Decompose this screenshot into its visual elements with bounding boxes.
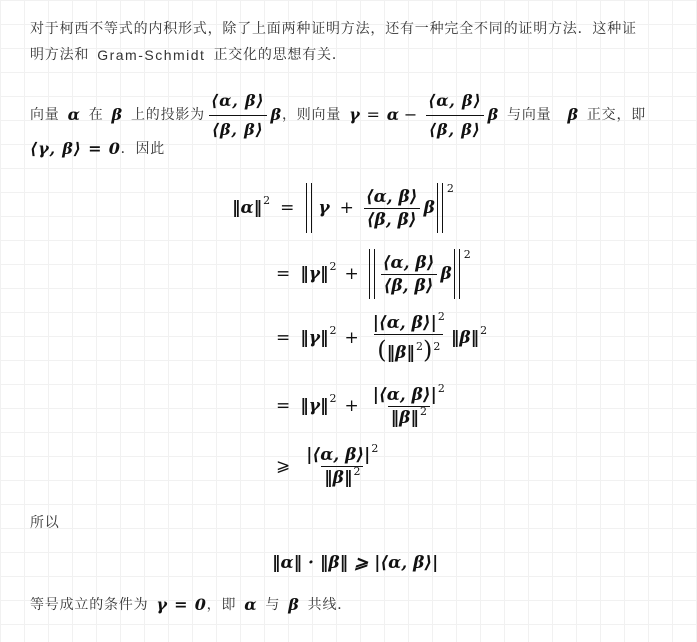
square-exponent: 2	[353, 464, 361, 478]
derivation-row-1	[232, 178, 454, 238]
norm-beta: ‖β‖	[390, 407, 419, 428]
conclusion-label-row	[30, 510, 680, 536]
fraction-numerator	[370, 381, 448, 406]
square-exponent: 2	[419, 404, 427, 418]
alpha-symbol: α	[67, 105, 81, 124]
fraction-denominator: ⟨β, β⟩	[381, 274, 437, 296]
square-exponent: 2	[415, 339, 423, 353]
square-exponent: 2	[480, 323, 488, 337]
norm-beta: ‖β‖	[450, 328, 480, 348]
beta-symbol: β	[423, 198, 435, 218]
intro-text-2a: 明方法和	[30, 47, 90, 63]
derivation-row-5	[276, 436, 384, 496]
big-norm-open	[367, 249, 377, 299]
condition-text-and: 与	[265, 597, 281, 613]
norm-gamma: ‖γ‖	[300, 328, 329, 348]
plus-sign: +	[344, 328, 359, 348]
fraction-numerator: ⟨α, β⟩	[382, 252, 435, 273]
projection-text-therefore: ．因此	[120, 141, 166, 157]
big-norm-close	[452, 249, 462, 299]
projection-line-1	[30, 90, 680, 139]
norm-gamma: ‖γ‖	[300, 396, 329, 416]
derivation-fraction	[303, 441, 381, 488]
square-exponent: 2	[437, 309, 445, 323]
square-exponent: 2	[263, 193, 271, 207]
abs-inner-product: |⟨α, β⟩|	[372, 384, 437, 405]
alpha-symbol: α	[386, 105, 400, 124]
projection-fraction-2	[425, 88, 485, 143]
orthogonality-condition: ⟨γ, β⟩ = 0	[30, 139, 121, 158]
fraction-numerator: ⟨α, β⟩	[210, 90, 265, 110]
fraction-denominator	[388, 406, 430, 428]
beta-symbol: β	[567, 105, 579, 124]
derivation-fraction	[370, 309, 448, 364]
fraction-numerator	[303, 441, 381, 466]
condition-text-namely: ，即	[206, 597, 237, 613]
fraction-denominator: ⟨β, β⟩	[209, 115, 267, 143]
condition-text-collinear: 共线．	[307, 597, 353, 613]
intro-line-2	[30, 42, 680, 68]
beta-symbol: β	[440, 264, 452, 284]
norm-gamma: ‖γ‖	[300, 264, 329, 284]
beta-symbol: β	[288, 595, 300, 614]
intro-line-1	[30, 16, 680, 42]
derivation-fraction	[363, 187, 421, 230]
beta-symbol: β	[270, 105, 282, 124]
gram-schmidt-term: Gram-Schmidt	[97, 47, 206, 63]
cauchy-schwarz-inequality: ‖α‖ · ‖β‖ ⩾ |⟨α, β⟩|	[272, 553, 439, 573]
intro-text-2c: 正交化的思想有关．	[213, 47, 347, 63]
intro-paragraph	[30, 16, 680, 68]
square-exponent: 2	[463, 247, 471, 261]
equals-sign: =	[276, 396, 291, 416]
big-norm-close	[435, 183, 445, 233]
projection-line-2	[30, 136, 680, 162]
projection-paragraph	[30, 90, 680, 162]
square-exponent: 2	[329, 323, 337, 337]
gamma-symbol: γ	[318, 198, 330, 218]
equals-sign: =	[276, 264, 291, 284]
fraction-numerator: ⟨α, β⟩	[428, 90, 482, 110]
equals-sign: =	[366, 105, 381, 124]
fraction-numerator: ⟨α, β⟩	[365, 186, 418, 207]
plus-sign: +	[339, 198, 354, 218]
beta-symbol: β	[111, 105, 123, 124]
fraction-numerator	[370, 309, 448, 334]
derivation-row-4	[276, 376, 451, 436]
projection-text-then: ，则向量	[281, 107, 342, 123]
projection-fraction	[208, 88, 268, 143]
derivation-row-2	[276, 244, 471, 304]
abs-inner-product: |⟨α, β⟩|	[372, 312, 437, 333]
square-exponent: 2	[437, 381, 445, 395]
equality-line	[30, 592, 680, 618]
derivation-row-3	[276, 306, 487, 370]
projection-text-orthogonal: 正交，即	[586, 107, 647, 123]
fraction-denominator	[321, 466, 363, 488]
projection-text-projection: 上的投影为	[130, 107, 205, 123]
plus-sign: +	[344, 264, 359, 284]
norm-beta: ‖β‖	[324, 467, 353, 488]
conclusion-label: 所以	[30, 515, 60, 531]
minus-sign: −	[403, 105, 419, 124]
abs-inner-product: |⟨α, β⟩|	[306, 444, 371, 465]
fraction-denominator: ⟨β, β⟩	[364, 208, 420, 230]
fraction-denominator	[374, 334, 443, 364]
gamma-zero: γ = 0	[156, 595, 207, 614]
alpha-symbol: α	[244, 595, 258, 614]
gamma-symbol: γ	[349, 105, 361, 124]
equality-condition	[30, 592, 680, 618]
derivation-fraction	[380, 253, 438, 296]
square-exponent: 2	[329, 259, 337, 273]
square-exponent: 2	[371, 441, 379, 455]
square-exponent: 2	[329, 391, 337, 405]
condition-text: 等号成立的条件为	[30, 597, 149, 613]
projection-text-vector: 向量	[30, 107, 60, 123]
equals-sign: =	[280, 198, 295, 218]
beta-symbol: β	[487, 105, 500, 124]
fraction-denominator: ⟨β, β⟩	[426, 115, 484, 143]
norm-alpha: ‖α‖	[232, 198, 263, 218]
square-exponent: 2	[446, 181, 454, 195]
plus-sign: +	[344, 396, 359, 416]
geq-sign: ⩾	[276, 456, 291, 476]
norm-beta: ‖β‖	[386, 342, 415, 363]
derivation-fraction	[370, 381, 448, 428]
paren-close: )	[422, 335, 433, 364]
final-inequality	[272, 548, 438, 578]
paren-open: (	[377, 335, 387, 364]
projection-text-with-vector: 与向量	[507, 107, 552, 123]
projection-text-on: 在	[88, 107, 104, 123]
square-exponent: 2	[433, 339, 441, 353]
equals-sign: =	[276, 328, 291, 348]
big-norm-open	[304, 183, 314, 233]
intro-text-1: 对于柯西不等式的内积形式，除了上面两种证明方法，还有一种完全不同的证明方法．这种证	[30, 21, 637, 37]
